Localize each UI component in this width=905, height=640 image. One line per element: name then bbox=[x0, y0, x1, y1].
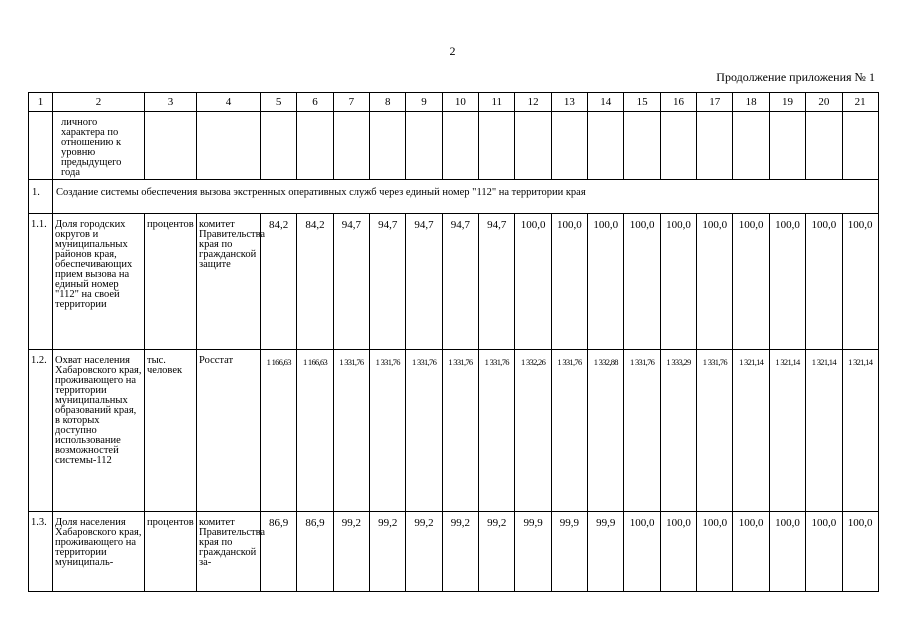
unit-cell: тыс. человек bbox=[145, 350, 197, 512]
value-cell: 1 166,63 bbox=[297, 350, 333, 512]
column-header: 2 bbox=[53, 93, 145, 112]
column-header: 20 bbox=[806, 93, 842, 112]
value-cell: 1 331,76 bbox=[551, 350, 587, 512]
value-cell: 1 166,63 bbox=[261, 350, 297, 512]
value-cell: 99,2 bbox=[442, 512, 478, 592]
section-number: 1. bbox=[29, 180, 53, 214]
indicator-name: Охват населения Хабаровского края, проживающего на территории муниципальных образований края, в которых доступно использование возможностей системы-112 bbox=[53, 350, 145, 512]
section-row bbox=[29, 180, 879, 214]
value-cell: 100,0 bbox=[551, 214, 587, 350]
indicators-table bbox=[28, 92, 879, 592]
value-cell: 100,0 bbox=[769, 214, 805, 350]
value-cell: 99,2 bbox=[479, 512, 515, 592]
section-title: Создание системы обеспечения вызова экстренных оперативных служб через единый номер "112" на территории края bbox=[53, 180, 879, 214]
value-cell: 100,0 bbox=[697, 512, 733, 592]
table-row bbox=[29, 512, 879, 592]
value-cell: 1 331,76 bbox=[406, 350, 442, 512]
value-cell: 99,9 bbox=[515, 512, 551, 592]
value-cell: 100,0 bbox=[660, 512, 696, 592]
value-cell: 1 321,14 bbox=[733, 350, 769, 512]
value-cell: 94,7 bbox=[333, 214, 369, 350]
value-cell: 100,0 bbox=[769, 512, 805, 592]
column-header: 1 bbox=[29, 93, 53, 112]
column-header: 3 bbox=[145, 93, 197, 112]
value-cell: 94,7 bbox=[442, 214, 478, 350]
value-cell: 100,0 bbox=[806, 214, 842, 350]
row-number: 1.3. bbox=[29, 512, 53, 592]
page-number: 2 bbox=[449, 44, 456, 58]
value-cell: 100,0 bbox=[624, 214, 660, 350]
value-cell: 100,0 bbox=[515, 214, 551, 350]
source-cell: комитет Правительства края по гражданской защите bbox=[197, 214, 261, 350]
value-cell: 100,0 bbox=[660, 214, 696, 350]
column-header: 17 bbox=[697, 93, 733, 112]
value-cell: 99,9 bbox=[551, 512, 587, 592]
column-header: 11 bbox=[479, 93, 515, 112]
value-cell: 1 331,76 bbox=[479, 350, 515, 512]
unit-cell: процентов bbox=[145, 512, 197, 592]
value-cell: 94,7 bbox=[479, 214, 515, 350]
value-cell: 94,7 bbox=[406, 214, 442, 350]
value-cell: 100,0 bbox=[588, 214, 624, 350]
header-row bbox=[29, 93, 879, 112]
value-cell: 100,0 bbox=[697, 214, 733, 350]
row-number: 1.2. bbox=[29, 350, 53, 512]
appendix-title: Продолжение приложения № 1 bbox=[716, 70, 875, 84]
column-header: 18 bbox=[733, 93, 769, 112]
table-row bbox=[29, 214, 879, 350]
value-cell: 99,9 bbox=[588, 512, 624, 592]
column-header: 8 bbox=[370, 93, 406, 112]
value-cell: 100,0 bbox=[806, 512, 842, 592]
value-cell: 1 333,29 bbox=[660, 350, 696, 512]
value-cell: 1 331,76 bbox=[333, 350, 369, 512]
value-cell: 1 331,76 bbox=[624, 350, 660, 512]
source-cell: Росстат bbox=[197, 350, 261, 512]
value-cell: 99,2 bbox=[370, 512, 406, 592]
value-cell: 1 321,14 bbox=[769, 350, 805, 512]
value-cell: 99,2 bbox=[333, 512, 369, 592]
column-header: 13 bbox=[551, 93, 587, 112]
value-cell: 1 321,14 bbox=[842, 350, 878, 512]
value-cell: 84,2 bbox=[261, 214, 297, 350]
column-header: 4 bbox=[197, 93, 261, 112]
column-header: 9 bbox=[406, 93, 442, 112]
column-header: 10 bbox=[442, 93, 478, 112]
value-cell: 94,7 bbox=[370, 214, 406, 350]
source-cell: комитет Правительства края по гражданской за- bbox=[197, 512, 261, 592]
value-cell: 1 331,76 bbox=[370, 350, 406, 512]
value-cell: 100,0 bbox=[733, 214, 769, 350]
column-header: 12 bbox=[515, 93, 551, 112]
value-cell: 100,0 bbox=[733, 512, 769, 592]
continuation-text: личного характера по отношению к уровню предыдущего года bbox=[53, 112, 145, 180]
value-cell: 99,2 bbox=[406, 512, 442, 592]
indicator-name: Доля городских округов и муниципальных районов края, обеспечивающих прием вызова на единый номер "112" на своей территории bbox=[53, 214, 145, 350]
value-cell: 1 332,88 bbox=[588, 350, 624, 512]
column-header: 5 bbox=[261, 93, 297, 112]
value-cell: 1 331,76 bbox=[442, 350, 478, 512]
value-cell: 1 332,26 bbox=[515, 350, 551, 512]
value-cell: 1 331,76 bbox=[697, 350, 733, 512]
value-cell: 86,9 bbox=[261, 512, 297, 592]
unit-cell: процентов bbox=[145, 214, 197, 350]
value-cell: 86,9 bbox=[297, 512, 333, 592]
value-cell: 100,0 bbox=[624, 512, 660, 592]
value-cell: 100,0 bbox=[842, 214, 878, 350]
value-cell: 100,0 bbox=[842, 512, 878, 592]
value-cell: 1 321,14 bbox=[806, 350, 842, 512]
column-header: 21 bbox=[842, 93, 878, 112]
row-number: 1.1. bbox=[29, 214, 53, 350]
cell-empty bbox=[29, 112, 53, 180]
table-row bbox=[29, 350, 879, 512]
column-header: 19 bbox=[769, 93, 805, 112]
column-header: 14 bbox=[588, 93, 624, 112]
continuation-row bbox=[29, 112, 879, 180]
column-header: 15 bbox=[624, 93, 660, 112]
value-cell: 84,2 bbox=[297, 214, 333, 350]
column-header: 7 bbox=[333, 93, 369, 112]
indicator-name: Доля населения Хабаровского края, проживающего на территории муниципаль- bbox=[53, 512, 145, 592]
column-header: 6 bbox=[297, 93, 333, 112]
column-header: 16 bbox=[660, 93, 696, 112]
